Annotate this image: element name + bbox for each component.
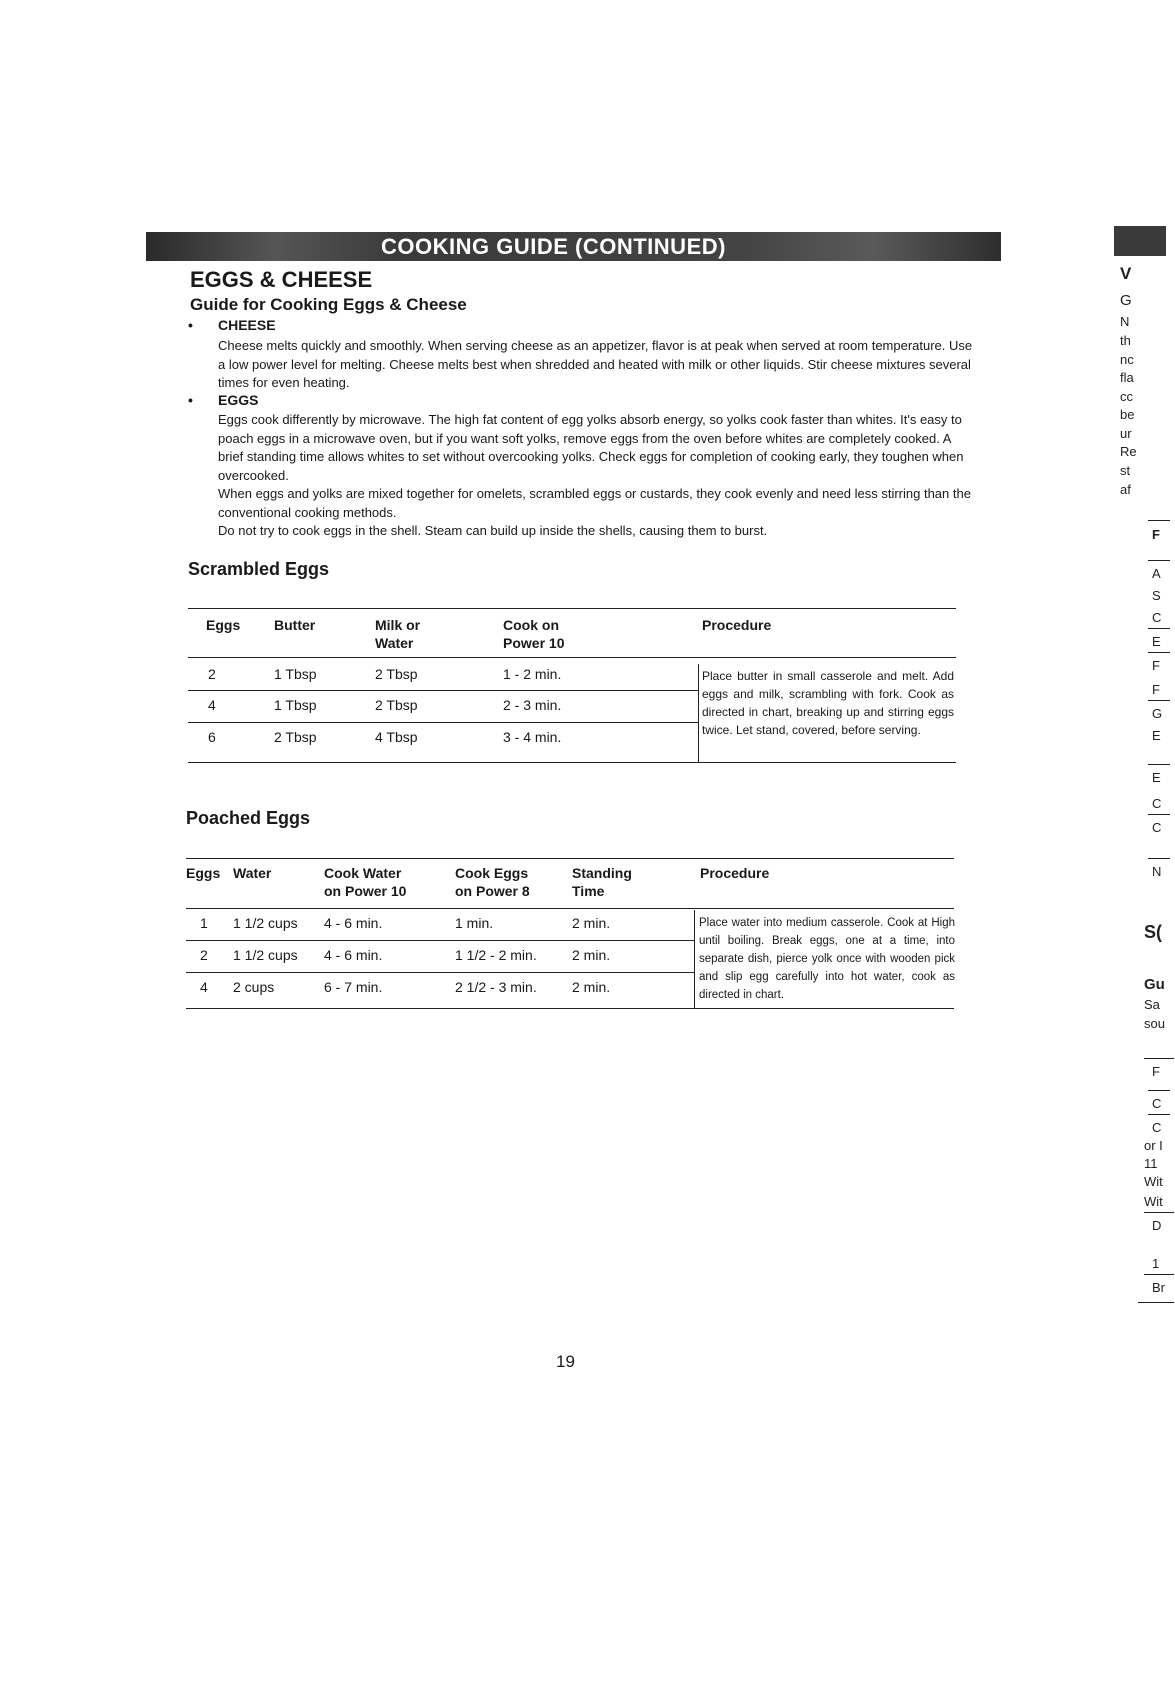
adjacent-page-fragment: fla — [1120, 370, 1134, 385]
adjacent-page-fragment: be — [1120, 407, 1135, 422]
adjacent-page-fragment: F — [1152, 527, 1160, 542]
adjacent-page-fragment: E — [1152, 770, 1161, 785]
table-rule — [188, 762, 956, 763]
table-cell: 2 Tbsp — [375, 666, 418, 682]
adjacent-page-fragment: F — [1152, 658, 1160, 673]
adjacent-page-fragment: Wit — [1144, 1194, 1163, 1209]
table-rule — [186, 1008, 954, 1009]
table-cell: 1 Tbsp — [274, 666, 317, 682]
adjacent-page-rule — [1148, 700, 1170, 701]
col-header: Butter — [274, 617, 316, 633]
adjacent-page-banner — [1114, 226, 1166, 256]
adjacent-page-rule — [1144, 1058, 1174, 1059]
section-title: EGGS & CHEESE — [190, 267, 373, 292]
table-rule — [186, 940, 694, 941]
adjacent-page-fragment: C — [1152, 610, 1162, 625]
adjacent-page-fragment: st — [1120, 463, 1131, 478]
col-header: Cook Eggs on Power 8 — [455, 865, 530, 899]
table-cell: 2 Tbsp — [375, 697, 418, 713]
adjacent-page-fragment: F — [1152, 682, 1160, 697]
adjacent-page-fragment: C — [1152, 1096, 1162, 1111]
table-cell: 1 1/2 cups — [233, 947, 298, 963]
table-rule — [188, 608, 956, 609]
adjacent-page-rule — [1148, 858, 1170, 859]
banner-title: COOKING GUIDE (CONTINUED) — [381, 233, 726, 259]
procedure-text: Place butter in small casserole and melt. Add eggs and milk, scrambling with fork. Cook as directed in chart, breaking up and stirring eggs twice. Let stand, covered, before serving. — [702, 669, 954, 737]
table-cell: 4 - 6 min. — [324, 947, 383, 963]
adjacent-page-fragment: sou — [1144, 1016, 1165, 1031]
adjacent-page-rule — [1148, 628, 1170, 629]
adjacent-page-fragment: G — [1120, 292, 1132, 309]
adjacent-page-fragment: N — [1152, 864, 1162, 879]
adjacent-page-rule — [1148, 814, 1170, 815]
adjacent-page-rule — [1148, 1090, 1170, 1091]
col-header: Procedure — [702, 617, 772, 633]
adjacent-page-fragment: A — [1152, 566, 1161, 581]
adjacent-page-rule — [1148, 520, 1170, 521]
adjacent-page-fragment: Sa — [1144, 997, 1160, 1012]
page-number: 19 — [556, 1352, 575, 1371]
table-cell: 1 min. — [455, 915, 494, 931]
table-cell: 3 - 4 min. — [503, 729, 562, 745]
table-cell: 6 - 7 min. — [324, 979, 383, 995]
table-cell: 1 1/2 - 2 min. — [455, 947, 537, 963]
eggs-text-2: When eggs and yolks are mixed together for omelets, scrambled eggs or custards, they cook evenly and need less stirring than the conventional cooking methods. — [218, 486, 971, 520]
table-cell: 2 — [208, 666, 216, 682]
adjacent-page-rule — [1148, 652, 1170, 653]
eggs-text-3: Do not try to cook eggs in the shell. Steam can build up inside the shells, causing them to burst. — [218, 523, 768, 538]
table-cell: 1 — [200, 915, 208, 931]
adjacent-page-fragment: S — [1152, 588, 1161, 603]
cheese-text: Cheese melts quickly and smoothly. When serving cheese as an appetizer, flavor is at peak when served at room temperature. Use a low power level for melting. Cheese melts best when shredded and heated with milk or other liquids. Stir cheese mixtures several times for even heating. — [218, 338, 973, 390]
adjacent-page-fragment: 11 — [1144, 1156, 1158, 1171]
adjacent-page-fragment: af — [1120, 482, 1131, 497]
table-cell: 2 min. — [572, 979, 611, 995]
adjacent-page-rule — [1148, 560, 1170, 561]
col-header: Water — [233, 865, 272, 881]
procedure-text: Place water into medium casserole. Cook at High until boiling. Break eggs, one at a time, into separate dish, pierce yolk once with wooden pick and slip egg carefully into hot water, cook as directed in chart. — [699, 917, 955, 1001]
adjacent-page-fragment: D — [1152, 1218, 1162, 1233]
adjacent-page-rule — [1148, 1114, 1170, 1115]
table-cell: 4 Tbsp — [375, 729, 418, 745]
adjacent-page-fragment: 1 — [1152, 1256, 1160, 1271]
table-cell: 2 min. — [572, 947, 611, 963]
section-banner — [146, 232, 1001, 261]
table-rule — [186, 908, 954, 909]
adjacent-page-fragment: S( — [1144, 922, 1162, 942]
adjacent-page-rule — [1138, 1302, 1174, 1303]
adjacent-page-fragment: th — [1120, 333, 1131, 348]
table-cell: 2 cups — [233, 979, 275, 995]
table-cell: 4 — [208, 697, 216, 713]
col-header: Procedure — [700, 865, 770, 881]
table-rule — [188, 690, 698, 691]
adjacent-page-fragment: Gu — [1144, 976, 1165, 993]
adjacent-page-fragment: Br — [1152, 1280, 1165, 1295]
adjacent-page-fragment: C — [1152, 820, 1162, 835]
table-cell: 4 — [200, 979, 208, 995]
adjacent-page-fragment: N — [1120, 314, 1130, 329]
table-rule — [186, 858, 954, 859]
poached-title: Poached Eggs — [186, 808, 311, 828]
table-cell: 6 — [208, 729, 216, 745]
scrambled-title: Scrambled Eggs — [188, 559, 330, 579]
cheese-label: CHEESE — [218, 317, 276, 333]
adjacent-page-fragment: Re — [1120, 444, 1137, 459]
table-cell: 2 1/2 - 3 min. — [455, 979, 537, 995]
table-rule — [188, 657, 956, 658]
table-cell: 2 — [200, 947, 208, 963]
bullet-dot: • — [188, 317, 193, 333]
adjacent-page-rule — [1144, 1212, 1174, 1213]
table-rule — [188, 722, 698, 723]
table-cell: 4 - 6 min. — [324, 915, 383, 931]
table-cell: 1 Tbsp — [274, 697, 317, 713]
eggs-text-1: Eggs cook differently by microwave. The high fat content of egg yolks absorb energy, so yolks cook faster than whites. It's easy to poach eggs in a microwave oven, but if you want soft yolks, remove eggs from the oven before whites are completely cooked. A brief standing time allows whites to set without overcooking yolks. Check eggs for completion of cooking early, they toughen when overcooked. — [218, 412, 964, 483]
table-divider — [698, 664, 699, 762]
table-cell: 1 - 2 min. — [503, 666, 562, 682]
col-header: Cook Water on Power 10 — [324, 865, 407, 899]
adjacent-page-fragment: C — [1152, 796, 1162, 811]
table-cell: 2 - 3 min. — [503, 697, 562, 713]
adjacent-page-fragment: nc — [1120, 352, 1134, 367]
table-cell: 2 Tbsp — [274, 729, 317, 745]
adjacent-page-fragment: E — [1152, 728, 1161, 743]
col-header: Cook on Power 10 — [503, 617, 565, 651]
col-header: Standing Time — [572, 865, 632, 899]
adjacent-page-rule — [1148, 764, 1170, 765]
bullet-dot: • — [188, 392, 193, 408]
adjacent-page-fragment: cc — [1120, 389, 1133, 404]
guide-title: Guide for Cooking Eggs & Cheese — [190, 295, 467, 314]
adjacent-page-rule — [1144, 1274, 1174, 1275]
adjacent-page-fragment: Wit — [1144, 1174, 1163, 1189]
adjacent-page-fragment: V — [1120, 264, 1132, 283]
adjacent-page-fragment: or I — [1144, 1138, 1163, 1153]
table-cell: 2 min. — [572, 915, 611, 931]
adjacent-page-fragment: ur — [1120, 426, 1132, 441]
table-rule — [186, 972, 694, 973]
col-header: Milk or Water — [375, 617, 421, 651]
eggs-label: EGGS — [218, 392, 259, 408]
adjacent-page-fragment: F — [1152, 1064, 1160, 1079]
col-header: Eggs — [206, 617, 241, 633]
adjacent-page-fragment: G — [1152, 706, 1163, 721]
table-divider — [694, 910, 695, 1008]
table-cell: 1 1/2 cups — [233, 915, 298, 931]
col-header: Eggs — [186, 865, 221, 881]
adjacent-page-fragment: C — [1152, 1120, 1162, 1135]
adjacent-page-fragment: E — [1152, 634, 1161, 649]
